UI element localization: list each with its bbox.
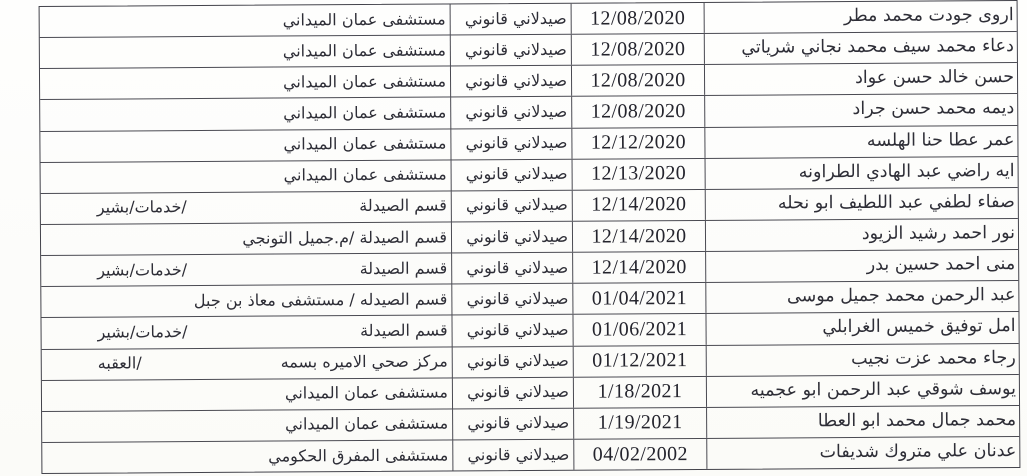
workplace-cell bbox=[42, 440, 452, 473]
pharmacist-name-cell: عبد الرحمن محمد جميل موسى bbox=[705, 281, 1018, 313]
date-cell: 01/04/2021 bbox=[572, 283, 705, 314]
date-cell: 12/14/2020 bbox=[572, 221, 705, 252]
job-title-cell: صيدلاني قانوني bbox=[450, 128, 571, 159]
pharmacist-table bbox=[39, 0, 1021, 474]
workplace-cell bbox=[42, 347, 452, 380]
date-cell: 12/08/2020 bbox=[571, 96, 704, 127]
workplace-cell bbox=[41, 191, 451, 224]
job-title-cell: صيدلاني قانوني bbox=[451, 191, 572, 222]
workplace-side-text: /خدمات/بشير bbox=[97, 322, 188, 342]
pharmacist-name-cell: عمر عطا حنا الهلسه bbox=[704, 126, 1017, 158]
date-cell: 01/12/2021 bbox=[573, 345, 706, 376]
workplace-main-text: مستشفى عمان الميداني bbox=[283, 133, 447, 154]
workplace-side-text: /العقبه bbox=[97, 353, 142, 373]
pharmacist-name-cell: ديمه محمد حسن جراد bbox=[704, 94, 1017, 126]
workplace-cell bbox=[42, 378, 452, 411]
workplace-main-text: قسم الصيدلة bbox=[359, 195, 447, 216]
workplace-main-text: مركز صحي الاميره بسمه bbox=[280, 351, 448, 372]
pharmacist-name-cell: محمد جمال محمد ابو العطا bbox=[706, 406, 1019, 438]
workplace-main-text: مستشفى عمان الميداني bbox=[283, 164, 447, 185]
pharmacist-name-cell: امل توفيق خميس الغرابلي bbox=[705, 312, 1018, 344]
table-row bbox=[42, 436, 1019, 473]
workplace-side-text: /خدمات/بشير bbox=[96, 197, 187, 218]
pharmacist-name-cell: ايه راضي عبد الهادي الطراونه bbox=[705, 157, 1018, 189]
pharmacist-name-cell: عدنان علي متروك شديفات bbox=[706, 437, 1019, 469]
job-title-cell: صيدلاني قانوني bbox=[451, 315, 572, 346]
workplace-main-text: مستشفى عمان الميداني bbox=[285, 413, 449, 434]
pharmacist-name-cell: يوسف شوقي عبد الرحمن ابو عجميه bbox=[706, 375, 1019, 407]
workplace-main-text: مستشفى عمان الميداني bbox=[282, 71, 447, 92]
date-cell: 01/06/2021 bbox=[572, 314, 705, 345]
job-title-cell: صيدلاني قانوني bbox=[452, 409, 573, 440]
date-cell: 12/08/2020 bbox=[571, 65, 704, 96]
workplace-main-text: مستشفى المفرق الحكومي bbox=[268, 445, 449, 466]
job-title-cell: صيدلاني قانوني bbox=[451, 284, 572, 315]
pharmacist-name-cell: اروى جودت محمد مطر bbox=[704, 1, 1017, 33]
workplace-main-text: مستشفى عمان الميداني bbox=[283, 102, 447, 123]
job-title-cell: صيدلاني قانوني bbox=[451, 159, 572, 190]
workplace-main-text: مستشفى عمان الميداني bbox=[282, 9, 446, 30]
job-title-cell: صيدلاني قانوني bbox=[452, 440, 573, 471]
date-cell: 12/08/2020 bbox=[571, 34, 704, 65]
pharmacist-name-cell: منى احمد حسين بدر bbox=[705, 250, 1018, 282]
workplace-cell bbox=[41, 222, 451, 255]
workplace-main-text: قسم الصيدلة /م.جميل التونجي bbox=[242, 227, 448, 248]
workplace-cell bbox=[40, 129, 450, 162]
workplace-cell bbox=[40, 4, 450, 37]
workplace-cell bbox=[41, 160, 451, 193]
workplace-cell bbox=[40, 98, 450, 131]
workplace-cell bbox=[40, 67, 450, 100]
workplace-cell bbox=[41, 254, 451, 287]
date-cell: 12/14/2020 bbox=[572, 190, 705, 221]
workplace-main-text: قسم الصيدلة bbox=[359, 258, 448, 278]
date-cell: 12/12/2020 bbox=[571, 127, 704, 158]
job-title-cell: صيدلاني قانوني bbox=[450, 35, 571, 66]
date-cell: 12/13/2020 bbox=[572, 159, 705, 190]
date-cell: 1/19/2021 bbox=[573, 408, 706, 439]
job-title-cell: صيدلاني قانوني bbox=[452, 346, 573, 377]
date-cell: 1/18/2021 bbox=[573, 377, 706, 408]
pharmacist-name-cell: رجاء محمد عزت نجيب bbox=[706, 344, 1019, 376]
job-title-cell: صيدلاني قانوني bbox=[450, 66, 571, 97]
date-cell: 04/02/2002 bbox=[573, 439, 706, 470]
pharmacist-name-cell: صفاء لطفي عبد اللطيف ابو نحله bbox=[705, 188, 1018, 220]
job-title-cell: صيدلاني قانوني bbox=[452, 377, 573, 408]
workplace-cell bbox=[41, 316, 451, 349]
job-title-cell: صيدلاني قانوني bbox=[451, 253, 572, 284]
workplace-cell bbox=[40, 36, 450, 69]
job-title-cell: صيدلاني قانوني bbox=[450, 4, 571, 35]
pharmacist-name-cell: نور احمد رشيد الزيود bbox=[705, 219, 1018, 251]
pharmacist-name-cell: دعاء محمد سيف محمد نجاني شرياتي bbox=[704, 32, 1017, 64]
workplace-cell bbox=[42, 409, 452, 442]
workplace-main-text: قسم الصيدله / مستشفى معاذ بن جبل bbox=[193, 289, 448, 310]
workplace-side-text: /خدمات/بشير bbox=[97, 259, 188, 280]
pharmacist-name-cell: حسن خالد حسن عواد bbox=[704, 63, 1017, 95]
date-cell: 12/08/2020 bbox=[571, 3, 704, 34]
job-title-cell: صيدلاني قانوني bbox=[450, 97, 571, 128]
date-cell: 12/14/2020 bbox=[572, 252, 705, 283]
job-title-cell: صيدلاني قانوني bbox=[451, 222, 572, 253]
workplace-main-text: قسم الصيدلة bbox=[359, 320, 448, 341]
workplace-main-text: مستشفى عمان الميداني bbox=[282, 40, 446, 61]
workplace-main-text: مستشفى عمان الميداني bbox=[284, 382, 449, 403]
workplace-cell bbox=[41, 285, 451, 318]
